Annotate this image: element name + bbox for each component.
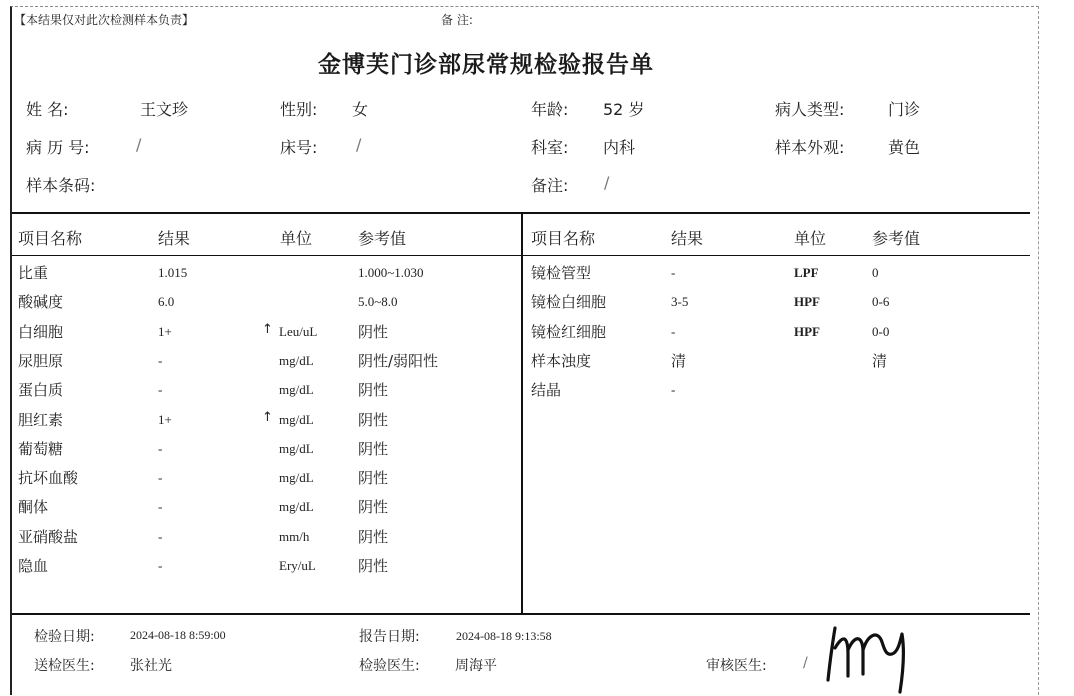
row-reference: 阴性/弱阳性 bbox=[358, 352, 439, 370]
record-no-value: / bbox=[136, 135, 142, 154]
name-label: 姓 名: bbox=[26, 100, 69, 119]
row-item-name: 酮体 bbox=[18, 498, 49, 516]
row-item-name: 葡萄糖 bbox=[18, 440, 64, 458]
row-result: - bbox=[158, 529, 163, 544]
row-result: - bbox=[158, 499, 163, 514]
row-item-name: 亚硝酸盐 bbox=[18, 528, 79, 546]
row-unit: mg/dL bbox=[279, 441, 314, 456]
row-result: - bbox=[158, 470, 163, 485]
bed-label: 床号: bbox=[280, 138, 318, 157]
row-reference: 阴性 bbox=[358, 440, 389, 458]
appearance-value: 黄色 bbox=[888, 138, 921, 157]
row-reference: 0-0 bbox=[872, 324, 890, 339]
record-no-label: 病 历 号: bbox=[26, 138, 90, 157]
row-result: - bbox=[158, 353, 163, 368]
row-result: - bbox=[158, 382, 163, 397]
row-result: 6.0 bbox=[158, 294, 175, 309]
remark-label: 备 注: bbox=[441, 13, 473, 27]
row-unit: HPF bbox=[794, 324, 820, 339]
appearance-label: 样本外观: bbox=[775, 138, 845, 157]
column-divider bbox=[521, 212, 523, 614]
tester-value: 周海平 bbox=[455, 658, 497, 674]
row-unit: mg/dL bbox=[279, 382, 314, 397]
note-label: 备注: bbox=[531, 176, 569, 195]
row-reference: 阴性 bbox=[358, 469, 389, 487]
report-date-label: 报告日期: bbox=[359, 629, 420, 645]
row-unit: mg/dL bbox=[279, 499, 314, 514]
row-reference: 阴性 bbox=[358, 411, 389, 429]
left-header-reference: 参考值 bbox=[358, 229, 407, 248]
row-item-name: 镜检红细胞 bbox=[531, 323, 607, 341]
row-reference: 0 bbox=[872, 265, 879, 280]
age-label: 年龄: bbox=[531, 100, 569, 119]
row-result: - bbox=[158, 558, 163, 573]
high-flag-icon: ↑ bbox=[262, 322, 273, 337]
row-item-name: 隐血 bbox=[18, 557, 49, 575]
disclaimer-text: 【本结果仅对此次检测样本负责】 bbox=[14, 13, 195, 27]
dept-label: 科室: bbox=[531, 138, 569, 157]
right-header-reference: 参考值 bbox=[872, 229, 921, 248]
left-header-item: 项目名称 bbox=[18, 229, 83, 248]
row-reference: 阴性 bbox=[358, 557, 389, 575]
bed-value: / bbox=[356, 135, 362, 154]
sender-label: 送检医生: bbox=[34, 658, 95, 674]
row-result: 1.015 bbox=[158, 265, 188, 280]
row-unit: mg/dL bbox=[279, 412, 314, 427]
row-reference: 5.0~8.0 bbox=[358, 294, 398, 309]
row-item-name: 比重 bbox=[18, 264, 49, 282]
row-item-name: 酸碱度 bbox=[18, 293, 64, 311]
test-date-label: 检验日期: bbox=[34, 629, 95, 645]
row-unit: mm/h bbox=[279, 529, 310, 544]
row-unit: Ery/uL bbox=[279, 558, 316, 573]
report-title: 金博芙门诊部尿常规检验报告单 bbox=[318, 51, 654, 78]
left-header-result: 结果 bbox=[158, 229, 191, 248]
row-item-name: 镜检管型 bbox=[531, 264, 592, 282]
report-date-value: 2024-08-18 9:13:58 bbox=[456, 629, 552, 643]
high-flag-icon: ↑ bbox=[262, 410, 273, 425]
row-result: - bbox=[671, 265, 676, 280]
row-reference: 阴性 bbox=[358, 323, 389, 341]
row-item-name: 白细胞 bbox=[18, 323, 64, 341]
reviewer-value: / bbox=[803, 655, 808, 671]
patient-type-label: 病人类型: bbox=[775, 100, 845, 119]
row-item-name: 结晶 bbox=[531, 381, 562, 399]
row-unit: HPF bbox=[794, 294, 820, 309]
right-header-unit: 单位 bbox=[794, 229, 827, 248]
row-item-name: 蛋白质 bbox=[18, 381, 64, 399]
reviewer-signature bbox=[818, 606, 928, 696]
row-result: - bbox=[671, 382, 676, 397]
row-result: - bbox=[671, 324, 676, 339]
row-result: 1+ bbox=[158, 412, 172, 427]
left-header-unit: 单位 bbox=[280, 229, 313, 248]
patient-type-value: 门诊 bbox=[888, 100, 921, 119]
row-item-name: 尿胆原 bbox=[18, 352, 64, 370]
name-value: 王文珍 bbox=[140, 100, 189, 119]
row-item-name: 镜检白细胞 bbox=[531, 293, 607, 311]
row-reference: 阴性 bbox=[358, 498, 389, 516]
dept-value: 内科 bbox=[603, 138, 636, 157]
row-reference: 1.000~1.030 bbox=[358, 265, 424, 280]
row-unit: Leu/uL bbox=[279, 324, 318, 339]
tester-label: 检验医生: bbox=[359, 658, 420, 674]
row-result: - bbox=[158, 441, 163, 456]
row-unit: mg/dL bbox=[279, 353, 314, 368]
age-value: 52 岁 bbox=[603, 100, 645, 119]
row-result: 清 bbox=[671, 352, 687, 370]
test-date-value: 2024-08-18 8:59:00 bbox=[130, 628, 226, 642]
row-result: 1+ bbox=[158, 324, 172, 339]
sender-value: 张社光 bbox=[130, 658, 172, 674]
right-header-result: 结果 bbox=[671, 229, 704, 248]
reviewer-label: 审核医生: bbox=[706, 658, 767, 674]
row-reference: 0-6 bbox=[872, 294, 890, 309]
note-value: / bbox=[604, 173, 610, 192]
row-item-name: 样本浊度 bbox=[531, 352, 592, 370]
gender-label: 性别: bbox=[280, 100, 318, 119]
row-item-name: 胆红素 bbox=[18, 411, 64, 429]
row-reference: 清 bbox=[872, 352, 888, 370]
gender-value: 女 bbox=[352, 100, 369, 119]
row-unit: LPF bbox=[794, 265, 819, 280]
row-unit: mg/dL bbox=[279, 470, 314, 485]
row-reference: 阴性 bbox=[358, 381, 389, 399]
row-reference: 阴性 bbox=[358, 528, 389, 546]
barcode-label: 样本条码: bbox=[26, 176, 96, 195]
right-header-item: 项目名称 bbox=[531, 229, 596, 248]
row-item-name: 抗坏血酸 bbox=[18, 469, 79, 487]
row-result: 3-5 bbox=[671, 294, 689, 309]
